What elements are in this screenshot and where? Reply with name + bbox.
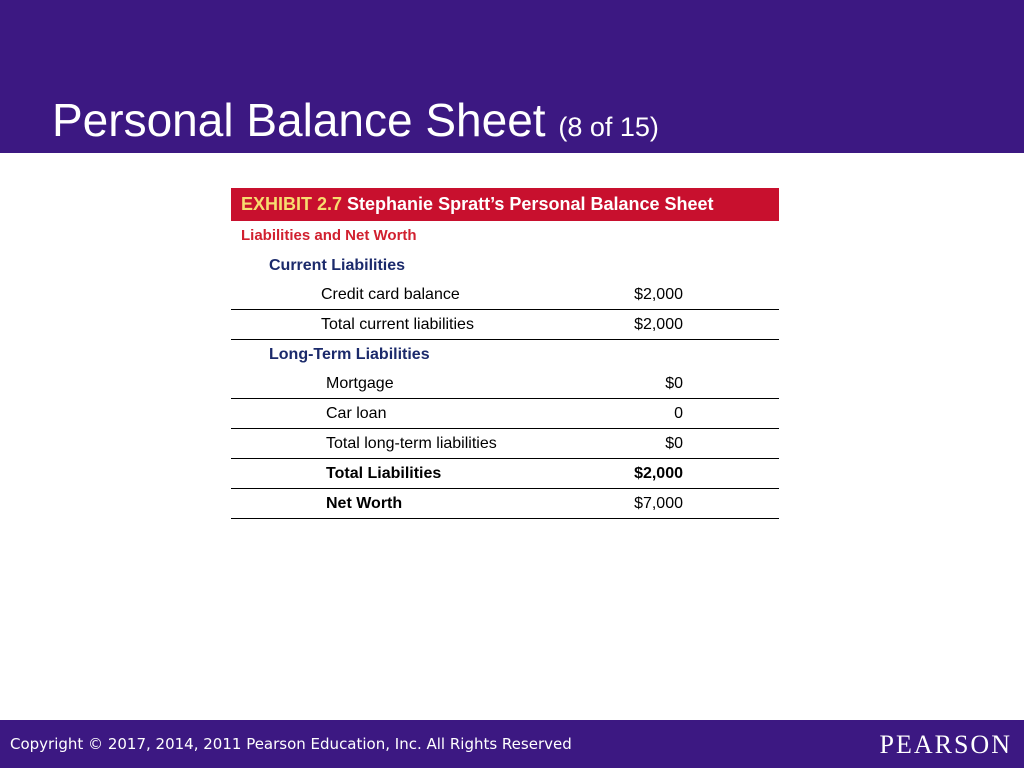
row-value: 0	[674, 405, 683, 422]
total-liabilities-row	[231, 459, 779, 489]
slide-title	[52, 92, 659, 155]
row-label: Credit card balance	[321, 286, 460, 303]
row-value: $2,000	[634, 316, 683, 333]
row-value: $0	[665, 435, 683, 452]
table-row	[231, 369, 779, 399]
row-label: Mortgage	[326, 375, 394, 392]
section-heading-label: Liabilities and Net Worth	[241, 227, 417, 244]
table-row	[231, 429, 779, 459]
table-row	[231, 280, 779, 310]
row-value: $2,000	[634, 286, 683, 303]
table-row	[231, 310, 779, 340]
slide-title-suffix: (8 of 15)	[558, 112, 659, 142]
net-worth-value: $7,000	[634, 495, 683, 512]
exhibit-label: EXHIBIT 2.7	[241, 194, 343, 214]
long-term-liabilities-heading	[231, 340, 779, 369]
exhibit-title: Stephanie Spratt’s Personal Balance Sheet	[347, 194, 714, 214]
pearson-logo: PEARSON	[879, 730, 1012, 759]
current-liabilities-heading	[231, 251, 779, 280]
row-label: Total long-term liabilities	[326, 435, 497, 452]
exhibit-table	[231, 188, 779, 519]
current-liabilities-heading-label: Current Liabilities	[269, 257, 406, 274]
section-heading	[231, 221, 779, 251]
total-liabilities-label: Total Liabilities	[326, 465, 442, 482]
copyright-text: Copyright © 2017, 2014, 2011 Pearson Education, Inc. All Rights Reserved	[10, 735, 572, 753]
exhibit-header	[231, 188, 779, 221]
footer-bar	[0, 720, 1024, 768]
net-worth-row	[231, 489, 779, 519]
row-label: Car loan	[326, 405, 387, 422]
table-row	[231, 399, 779, 429]
row-value: $0	[665, 375, 683, 392]
slide-title-text: Personal Balance Sheet	[52, 94, 546, 146]
header-bar	[0, 0, 1024, 153]
total-liabilities-value: $2,000	[634, 465, 683, 482]
row-label: Total current liabilities	[321, 316, 474, 333]
net-worth-label: Net Worth	[326, 495, 403, 512]
long-term-liabilities-heading-label: Long-Term Liabilities	[269, 346, 430, 363]
